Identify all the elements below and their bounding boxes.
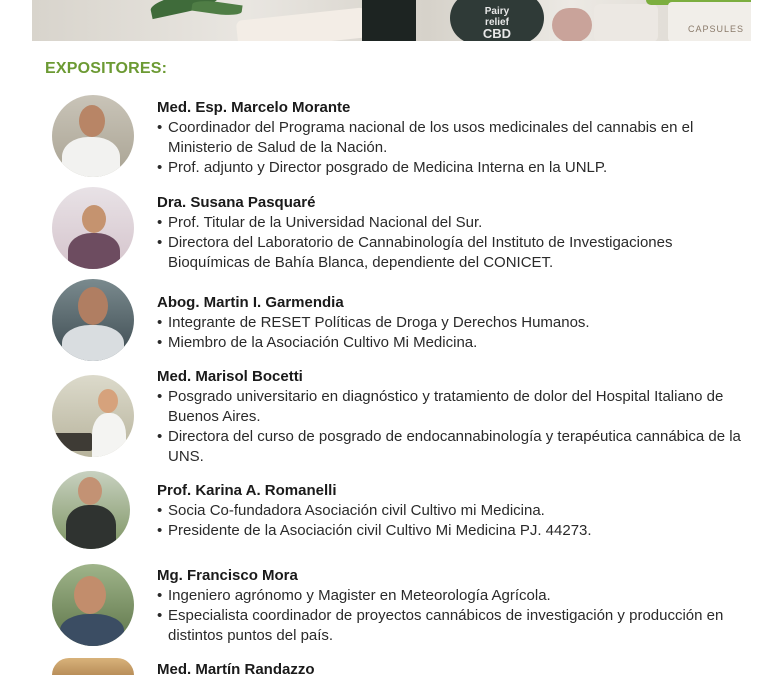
speaker-credential: • Especialista coordinador de proyectos cannábicos de investigación y producción en distintos puntos del país.: [157, 606, 747, 646]
speaker-credential: • Directora del Laboratorio de Cannabinología del Instituto de Investigaciones Bioquímicas de Bahía Blanca, dependiente del CONICET.: [157, 233, 747, 273]
speaker-name: Prof. Karina A. Romanelli: [157, 482, 337, 499]
speaker-name: Dra. Susana Pasquaré: [157, 194, 316, 211]
speaker-credential: • Ingeniero agrónomo y Magister en Meteorología Agrícola.: [157, 586, 747, 606]
speaker-photo-avatar: [52, 187, 134, 269]
pink-jar: [552, 8, 592, 41]
speaker-photo-avatar: [52, 375, 134, 457]
header-banner-photo: [32, 0, 751, 41]
speaker-photo-avatar: [52, 95, 134, 177]
speaker-credential: • Prof. adjunto y Director posgrado de Medicina Interna en la UNLP.: [157, 158, 747, 178]
speaker-credential: • Miembro de la Asociación Cultivo Mi Medicina.: [157, 333, 747, 353]
speaker-credential: • Presidente de la Asociación civil Cultivo Mi Medicina PJ. 44273.: [157, 521, 747, 541]
speaker-photo-avatar: [52, 471, 130, 549]
speaker-credential: • Integrante de RESET Políticas de Droga y Derechos Humanos.: [157, 313, 747, 333]
speaker-photo-avatar: [52, 279, 134, 361]
supplement-jar: [594, 4, 658, 41]
speaker-credential: • Prof. Titular de la Universidad Nacional del Sur.: [157, 213, 747, 233]
speaker-name: Abog. Martin I. Garmendia: [157, 294, 344, 311]
cbd-jar: Pairy relief CBD: [450, 0, 544, 41]
speaker-credential: • Socia Co-fundadora Asociación civil Cultivo mi Medicina.: [157, 501, 747, 521]
speaker-name: Med. Martín Randazzo: [157, 661, 315, 678]
speaker-name: Mg. Francisco Mora: [157, 567, 298, 584]
speaker-name: Med. Marisol Bocetti: [157, 368, 303, 385]
speaker-name: Med. Esp. Marcelo Morante: [157, 99, 351, 116]
speaker-credential: • Posgrado universitario en diagnóstico y tratamiento de dolor del Hospital Italiano de Buenos Aires.: [157, 387, 747, 427]
cannabis-leaf-icon: [191, 0, 242, 17]
cream-tube: [236, 7, 368, 41]
speaker-credential: • Coordinador del Programa nacional de los usos medicinales del cannabis en el Ministerio de Salud de la Nación.: [157, 118, 747, 158]
speaker-credential: • Directora del curso de posgrado de endocannabinología y terapéutica cannábica de la UNS.: [157, 427, 747, 467]
capsules-bottle: CAPSULES: [668, 2, 751, 41]
section-title: EXPOSITORES:: [45, 60, 168, 77]
speaker-photo-avatar: [52, 658, 134, 675]
speaker-photo-avatar: [52, 564, 134, 646]
dropper-bottle: [362, 0, 416, 41]
